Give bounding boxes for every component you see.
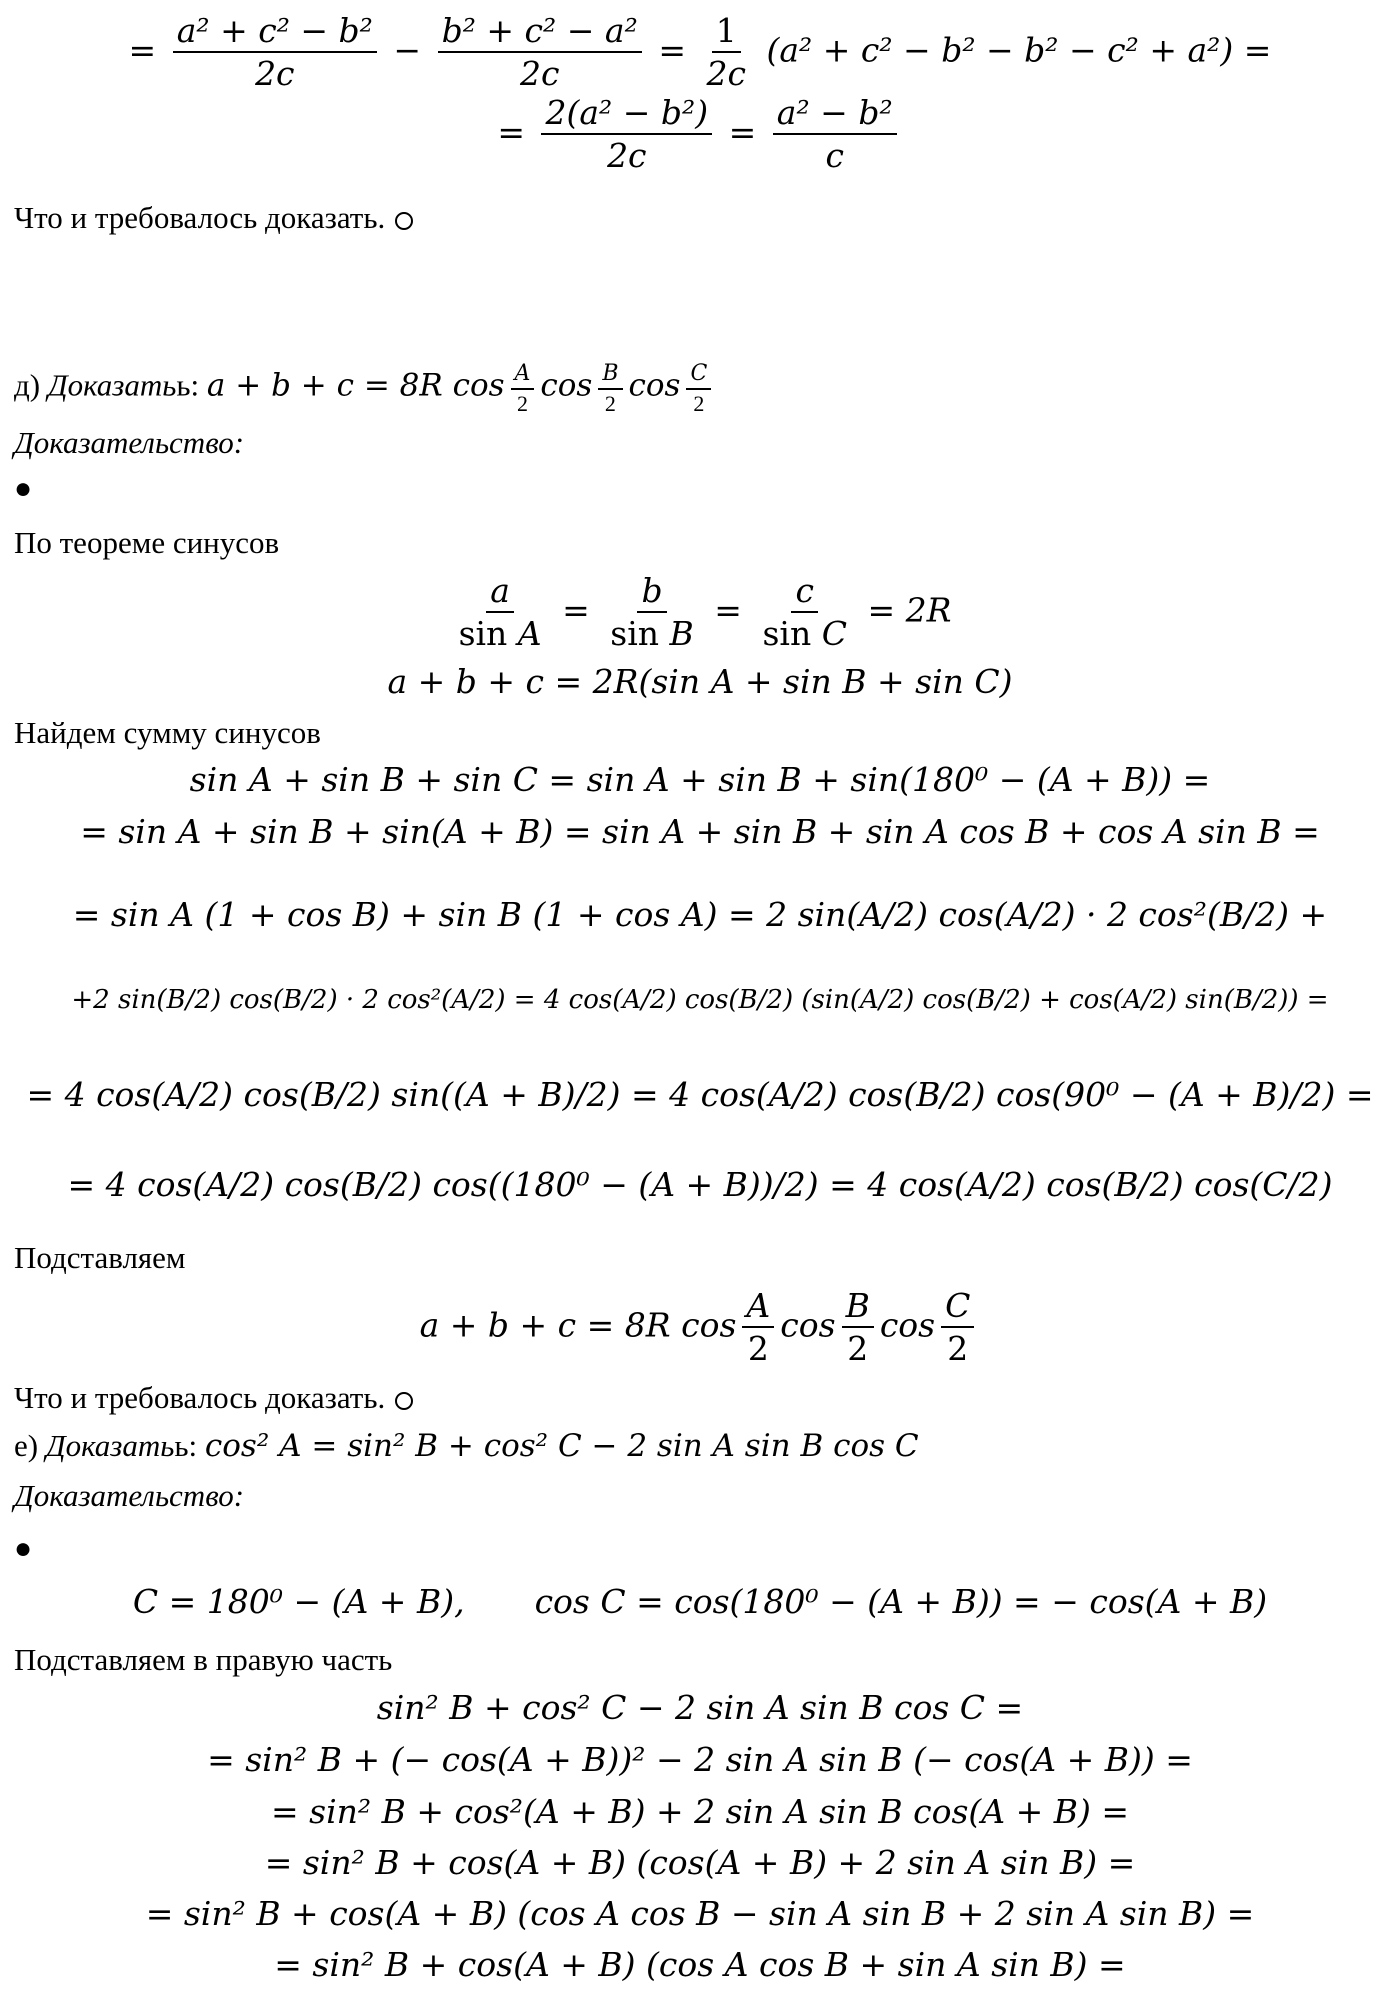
sum-step-1: sin A + sin B + sin C = sin A + sin B + sin(180⁰ − (A + B)) = xyxy=(189,760,1211,799)
sum-step-6: = 4 cos(A/2) cos(B/2) cos((180⁰ − (A + B))/2) = 4 cos(A/2) cos(B/2) cos(C/2) xyxy=(67,1165,1333,1204)
find-sum-text: Найдем сумму синусов xyxy=(14,715,321,750)
e-step-2: = sin² B + (− cos(A + B))² − 2 sin A sin B (− cos(A + B)) = xyxy=(207,1740,1193,1779)
part-d-heading: д) Доказатьь: a + b + c = 8R cos $\frac{A}{2}$ cos $\frac{B}{2}$ cos $\frac{C}{2}$ xyxy=(14,360,717,417)
qed-text-1: Что и требовалось доказать. xyxy=(14,200,413,236)
end-of-proof-circle-icon xyxy=(395,1392,413,1410)
header-equation-1: = $\frac{\text{a² + c² − b²}}{2c}$ − $\frac{\text{b² + c² − a²}}{2c}$ = $\frac{1}{2c}$ (a² + c² − b² − b² − c² + a²) = xyxy=(128,11,1272,94)
sum-step-5: = 4 cos(A/2) cos(B/2) sin((A + B)/2) = 4 cos(A/2) cos(B/2) cos(90⁰ − (A + B)/2) = xyxy=(26,1075,1374,1114)
part-e-heading: е) Доказатьь: cos² A = sin² B + cos² C − 2 sin A sin B cos C xyxy=(14,1428,919,1464)
perimeter-sine-equation: a + b + c = 2R(sin A + sin B + sin C) xyxy=(387,662,1013,701)
substitute-text: Подставляем xyxy=(14,1240,186,1275)
part-d-bullet-icon: ● xyxy=(14,472,33,505)
sine-theorem-text: По теореме синусов xyxy=(14,525,280,560)
e-step-5: = sin² B + cos(A + B) (cos A cos B − sin A sin B + 2 sin A sin B) = xyxy=(145,1894,1255,1933)
sum-step-4: +2 sin(B/2) cos(B/2) · 2 cos²(A/2) = 4 cos(A/2) cos(B/2) (sin(A/2) cos(B/2) + cos(A/2) sin(B/2)) = xyxy=(71,985,1329,1015)
sum-step-2: = sin A + sin B + sin(A + B) = sin A + sin B + sin A cos B + cos A sin B = xyxy=(80,812,1320,851)
qed-text-2: Что и требовалось доказать. xyxy=(14,1380,413,1416)
part-d-proof-label: Доказательство: xyxy=(14,425,245,460)
e-step-6: = sin² B + cos(A + B) (cos A cos B + sin A sin B) = xyxy=(274,1945,1126,1984)
end-of-proof-circle-icon xyxy=(395,212,413,230)
angle-c-equation: C = 180⁰ − (A + B), cos C = cos(180⁰ − (A + B)) = − cos(A + B) xyxy=(132,1582,1268,1621)
substitute-right-text: Подставляем в правую часть xyxy=(14,1642,393,1677)
sine-law-equation: $\frac{a}{\text{sin A}}$ = $\frac{b}{\text{sin B}}$ = $\frac{c}{\text{sin C}}$ = 2R xyxy=(458,571,952,654)
sum-step-3: = sin A (1 + cos B) + sin B (1 + cos A) = 2 sin(A/2) cos(A/2) · 2 cos²(B/2) + xyxy=(72,895,1328,934)
e-step-1: sin² B + cos² C − 2 sin A sin B cos C = xyxy=(376,1688,1024,1727)
part-e-proof-label: Доказательство: xyxy=(14,1478,245,1513)
header-equation-2: = $\frac{\text{2(a² − b²)}}{2c}$ = $\frac{\text{a² − b²}}{c}$ xyxy=(0,92,1400,177)
e-step-3: = sin² B + cos²(A + B) + 2 sin A sin B cos(A + B) = xyxy=(271,1792,1129,1831)
part-d-result-equation: a + b + c = 8R cos $\frac{A}{2}$ cos $\frac{B}{2}$ cos $\frac{C}{2}$ xyxy=(0,1285,1400,1370)
e-step-4: = sin² B + cos(A + B) (cos(A + B) + 2 sin A sin B) = xyxy=(264,1843,1136,1882)
part-e-bullet-icon: ● xyxy=(14,1532,33,1565)
